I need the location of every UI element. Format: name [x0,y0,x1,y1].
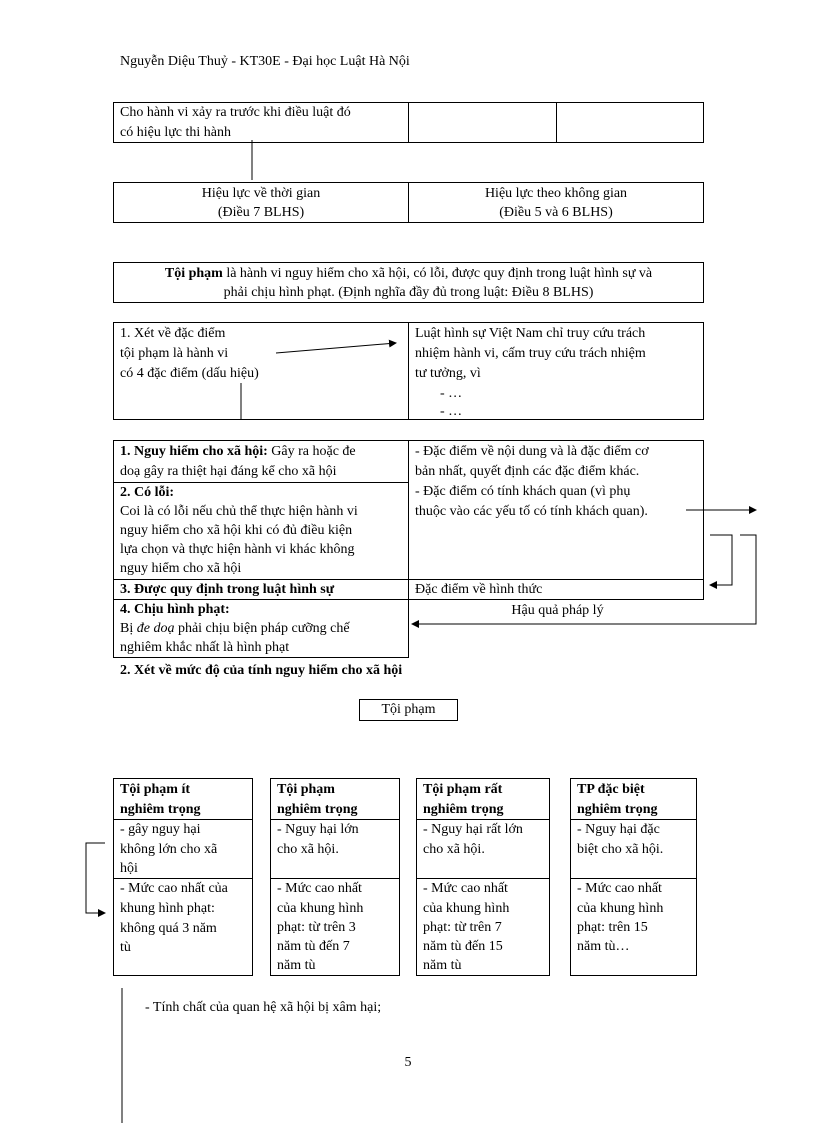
space-effect-ref: (Điều 5 và 6 BLHS) [499,205,613,220]
sign-note-4: thuộc vào các yếu tố có tính khách quan). [415,504,648,519]
space-effect-title: Hiệu lực theo không gian [484,186,628,201]
features-left-2: tội phạm là hành vi [120,346,229,361]
sign2-line3: lựa chọn và thực hiện hành vi khác không [120,542,355,557]
features-left-1: 1. Xét về đặc điểm [120,326,226,341]
sign2-line4: nguy hiểm cho xã hội [120,561,242,576]
cat1-pen1: - Mức cao nhất của [120,881,228,896]
arrow-legal-consequence [412,535,756,624]
cat1-pen2: khung hình phạt: [120,901,215,916]
cat4-pen1: - Mức cao nhất [577,881,662,896]
cat2-pen1: - Mức cao nhất [277,881,362,896]
sign1-title: 1. Nguy hiểm cho xã hội: [120,444,268,459]
cat3-pen3: phạt: từ trên 7 [423,920,502,935]
definition-line1: Tội phạm là hành vi nguy hiểm cho xã hội, có lỗi, được quy định trong luật hình sự và [164,266,653,281]
features-left-3: có 4 đặc điểm (dấu hiệu) [120,366,259,381]
features-right-2: nhiệm hành vi, cấm truy cứu trách nhiệm [415,346,646,361]
features-right-3: tư tưởng, vì [415,366,481,381]
sign2-line2: nguy hiểm cho xã hội khi có đủ điều kiện [120,523,353,538]
cat2-pen4: năm tù đến 7 [277,939,350,954]
cat2-title2: nghiêm trọng [277,802,358,817]
features-right-1: Luật hình sự Việt Nam chỉ truy cứu trách [415,326,646,341]
page-header: Nguyễn Diệu Thuỷ - KT30E - Đại học Luật Hà Nội [120,54,410,69]
sign1-line1: 1. Nguy hiểm cho xã hội: Gây ra hoặc đe [120,444,356,459]
crime-label: Tội phạm [381,702,436,717]
features-dash-2: - … [440,404,463,419]
sign4-line2: nghiêm khắc nhất là hình phạt [120,640,290,655]
cat4-harm1: - Nguy hại đặc [577,822,660,837]
cat2-pen3: phạt: từ trên 3 [277,920,356,935]
arrow-category1 [86,843,105,913]
cat4-title1: TP đặc biệt [577,782,645,797]
formal-feature: Đặc điểm về hình thức [415,582,543,597]
cat4-title2: nghiêm trọng [577,802,658,817]
cat3-title2: nghiêm trọng [423,802,504,817]
cat1-title1: Tội phạm ít [120,782,191,797]
cat1-pen4: tù [120,940,131,955]
cat2-pen2: của khung hình [277,901,364,916]
table1-line2: có hiệu lực thi hành [120,125,232,140]
cat3-pen4: năm tù đến 15 [423,939,503,954]
bottom-list-item: - Tính chất của quan hệ xã hội bị xâm hại; [145,1000,382,1015]
cat3-harm2: cho xã hội. [423,842,485,857]
cat2-harm2: cho xã hội. [277,842,339,857]
cat3-harm1: - Nguy hại rất lớn [423,822,523,837]
time-effect-title: Hiệu lực về thời gian [201,186,321,201]
cat1-pen3: không quá 3 năm [120,921,217,936]
sign-note-1: - Đặc điểm về nội dung và là đặc điểm cơ [415,444,649,459]
definition-line2: phải chịu hình phạt. (Định nghĩa đầy đủ trong luật: Điều 8 BLHS) [223,285,594,300]
page-number: 5 [404,1055,412,1070]
cat4-pen3: phạt: trên 15 [577,920,648,935]
sign3-title: 3. Được quy định trong luật hình sự [120,582,335,597]
cat4-pen2: của khung hình [577,901,664,916]
sign-note-3: - Đặc điểm có tính khách quan (vì phụ [415,484,631,499]
cat3-title1: Tội phạm rất [423,782,503,797]
cat2-pen5: năm tù [277,958,316,973]
legal-consequence: Hậu quả pháp lý [511,603,604,618]
cat3-pen1: - Mức cao nhất [423,881,508,896]
sign-note-2: bản nhất, quyết định các đặc điểm khác. [415,464,640,479]
sign4-line1: Bị đe doạ phải chịu biện pháp cưỡng chế [120,621,350,636]
table1-line1: Cho hành vi xảy ra trước khi điều luật đó [120,105,351,120]
sign2-title: 2. Có lỗi: [120,485,175,500]
cat3-pen5: năm tù [423,958,462,973]
time-effect-ref: (Điều 7 BLHS) [217,205,305,220]
cat1-harm2: không lớn cho xã [120,842,218,857]
arrow-features [276,343,396,353]
sign4-emphasis: đe doạ [136,621,175,636]
arrow-formal [710,535,732,585]
sign1-line2: doạ gây ra thiệt hại đáng kể cho xã hội [120,464,337,479]
cat1-harm1: - gây nguy hại [120,822,201,837]
features-dash-1: - … [440,386,463,401]
section2-heading: 2. Xét về mức độ của tính nguy hiểm cho xã hội [120,663,403,678]
cat1-harm3: hội [120,861,138,876]
cat3-pen2: của khung hình [423,901,510,916]
sign2-line1: Coi là có lỗi nếu chủ thể thực hiện hành vi [120,504,358,519]
cat1-title2: nghiêm trọng [120,802,201,817]
cat4-pen4: năm tù… [577,939,630,954]
cat2-title1: Tội phạm [277,782,335,797]
cat4-harm2: biệt cho xã hội. [577,842,664,857]
cat2-harm1: - Nguy hại lớn [277,822,359,837]
sign4-title: 4. Chịu hình phạt: [120,602,230,617]
definition-term: Tội phạm [164,266,223,281]
